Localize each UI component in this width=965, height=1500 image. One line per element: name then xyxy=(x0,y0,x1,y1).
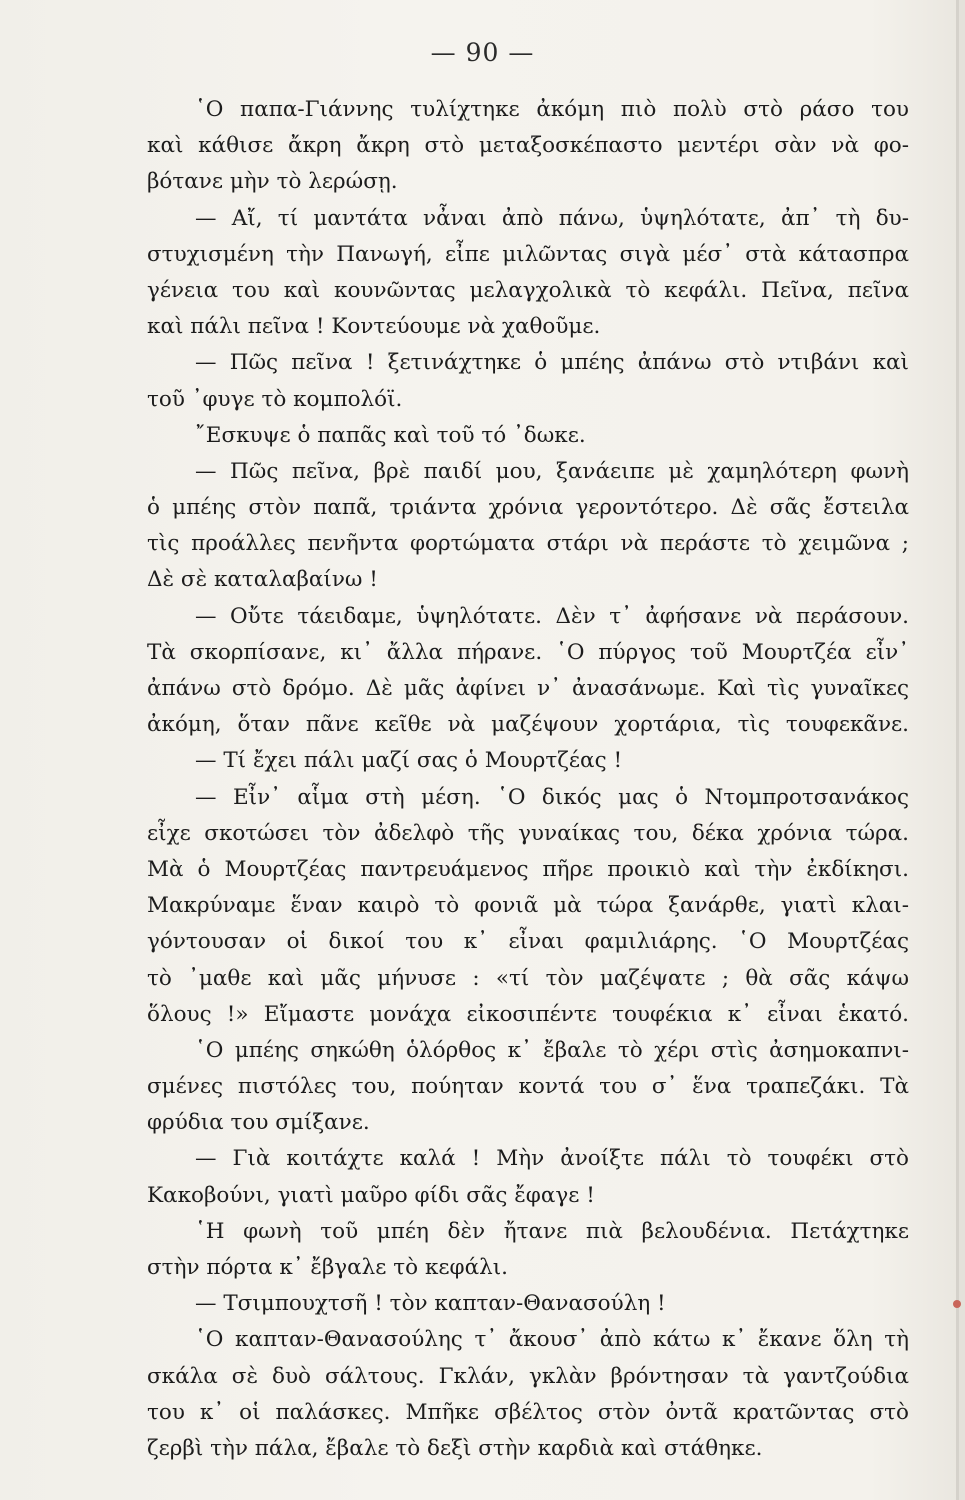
text-line: γόντουσαν οἱ δικοί του κ᾿ εἶναι φαμιλιάρης. ῾Ο Μουρτζέας xyxy=(147,929,909,955)
text-line: Κακοβούνι, γιατὶ μαῦρο φίδι σᾶς ἔφαγε ! xyxy=(147,1182,595,1208)
page-edge-shadow xyxy=(959,0,965,1500)
text-line: — Οὔτε τάειδαμε, ὑψηλότατε. Δὲν τ᾿ ἀφήσανε νὰ περάσουν. xyxy=(195,603,909,629)
text-line: Μακρύναμε ἕναν καιρὸ τὸ φονιᾶ μὰ τώρα ξανάρθε, γιατὶ κλαι- xyxy=(147,893,909,919)
text-line: εἶχε σκοτώσει τὸν ἀδελφὸ τῆς γυναίκας του, δέκα χρόνια τώρα. xyxy=(147,820,909,846)
margin-ink-mark xyxy=(953,1300,961,1308)
text-line: — Πῶς πεῖνα, βρὲ παιδί μου, ξανάειπε μὲ χαμηλότερη φωνὴ xyxy=(195,458,909,484)
text-line: — Πῶς πεῖνα ! ξετινάχτηκε ὁ μπέης ἀπάνω στὸ ντιβάνι καὶ xyxy=(195,350,909,376)
text-line: ῾Ο παπα-Γιάννης τυλίχτηκε ἀκόμη πιὸ πολὺ στὸ ράσο του xyxy=(195,97,909,122)
text-line: στὴν πόρτα κ᾿ ἔβγαλε τὸ κεφάλι. xyxy=(147,1255,508,1280)
text-line: Μὰ ὁ Μουρτζέας παντρευάμενος πῆρε προικιὸ καὶ τὴν ἐκδίκησι. xyxy=(147,856,909,882)
text-line: ἀκόμη, ὅταν πᾶνε κεῖθε νὰ μαζέψουν χορτάρια, τὶς τουφεκᾶνε. xyxy=(147,712,909,738)
text-line: τὶς προάλλες πενῆντα φορτώματα στάρι νὰ περάστε τὸ χειμῶνα ; xyxy=(147,531,909,557)
text-line: ῾Ο μπέης σηκώθη ὁλόρθος κ᾿ ἔβαλε τὸ χέρι στὶς ἀσημοκαπνι- xyxy=(195,1037,909,1063)
text-line: — Τί ἔχει πάλι μαζί σας ὁ Μουρτζέας ! xyxy=(195,748,623,774)
text-line: ἀπάνω στὸ δρόμο. Δὲ μᾶς ἀφίνει ν᾿ ἀνασάνωμε. Καὶ τὶς γυναῖκες xyxy=(147,676,909,701)
page-edge-line xyxy=(956,0,959,1500)
text-line: τὸ ᾿μαθε καὶ μᾶς μήνυσε : «τί τὸν μαζέψατε ; θὰ σᾶς κάψω xyxy=(147,965,909,991)
text-line: φρύδια του σμίξανε. xyxy=(147,1110,370,1136)
text-line: καὶ κάθισε ἄκρη ἄκρη στὸ μεταξοσκέπαστο μεντέρι σὰν νὰ φο- xyxy=(147,133,909,159)
text-line: σκάλα σὲ δυὸ σάλτους. Γκλάν, γκλὰν βρόντησαν τὰ γαντζούδια xyxy=(147,1363,909,1389)
text-line: τοῦ ᾿φυγε τὸ κομπολόϊ. xyxy=(147,386,403,412)
text-line: καὶ πάλι πεῖνα ! Κοντεύουμε νὰ χαθοῦμε. xyxy=(147,314,601,340)
text-line: Τὰ σκορπίσανε, κι᾿ ἄλλα πήρανε. ῾Ο πύργος τοῦ Μουρτζέα εἶν᾿ xyxy=(147,639,909,665)
text-line: στυχισμένη τὴν Πανωγή, εἶπε μιλῶντας σιγὰ μέσ᾿ στὰ κάτασπρα xyxy=(147,241,909,267)
text-line: — Γιὰ κοιτάχτε καλά ! Μὴν ἀνοίξτε πάλι τὸ τουφέκι στὸ xyxy=(195,1146,909,1172)
text-line: Δὲ σὲ καταλαβαίνω ! xyxy=(147,567,378,593)
text-line: βότανε μὴν τὸ λερώσῃ. xyxy=(147,169,398,195)
text-line: — Εἶν᾿ αἷμα στὴ μέση. ῾Ο δικός μας ὁ Ντομπροτσανάκος xyxy=(195,784,909,810)
text-line: ῾Ο καπταν-Θανασούλης τ᾿ ἄκουσ᾿ ἀπὸ κάτω κ᾿ ἔκανε ὅλη τὴ xyxy=(195,1327,909,1353)
body-text xyxy=(147,92,909,1467)
text-line: — Τσιμπουχτσῆ ! τὸν καπταν-Θανασούλη ! xyxy=(195,1291,666,1317)
text-line: ῎Εσκυψε ὁ παπᾶς καὶ τοῦ τό ᾿δωκε. xyxy=(195,422,586,448)
text-line: ζερβὶ τὴν πάλα, ἔβαλε τὸ δεξὶ στὴν καρδιὰ καὶ στάθηκε. xyxy=(147,1435,763,1461)
text-line: ὅλους !» Εἴμαστε μονάχα εἰκοσιπέντε τουφέκια κ᾿ εἶναι ἑκατό. xyxy=(147,1001,909,1027)
text-line: γένεια του καὶ κουνῶντας μελαγχολικὰ τὸ κεφάλι. Πεῖνα, πεῖνα xyxy=(147,277,909,303)
text-line: ὁ μπέης στὸν παπᾶ, τριάντα χρόνια γεροντότερο. Δὲ σᾶς ἔστειλα xyxy=(147,495,909,521)
text-line: σμένες πιστόλες του, πούηταν κοντά του σ᾿ ἕνα τραπεζάκι. Τὰ xyxy=(147,1074,909,1100)
text-line: — Αἴ, τί μαντάτα νἆναι ἀπὸ πάνω, ὑψηλότατε, ἀπ᾿ τὴ δυ- xyxy=(195,205,909,231)
text-line: ῾Η φωνὴ τοῦ μπέη δὲν ἤτανε πιὰ βελουδένια. Πετάχτηκε xyxy=(195,1218,909,1244)
text-line: του κ᾿ οἱ παλάσκες. Μπῆκε σβέλτος στὸν ὀντᾶ κρατῶντας στὸ xyxy=(147,1399,909,1425)
page-number: — 90 — xyxy=(430,38,535,67)
